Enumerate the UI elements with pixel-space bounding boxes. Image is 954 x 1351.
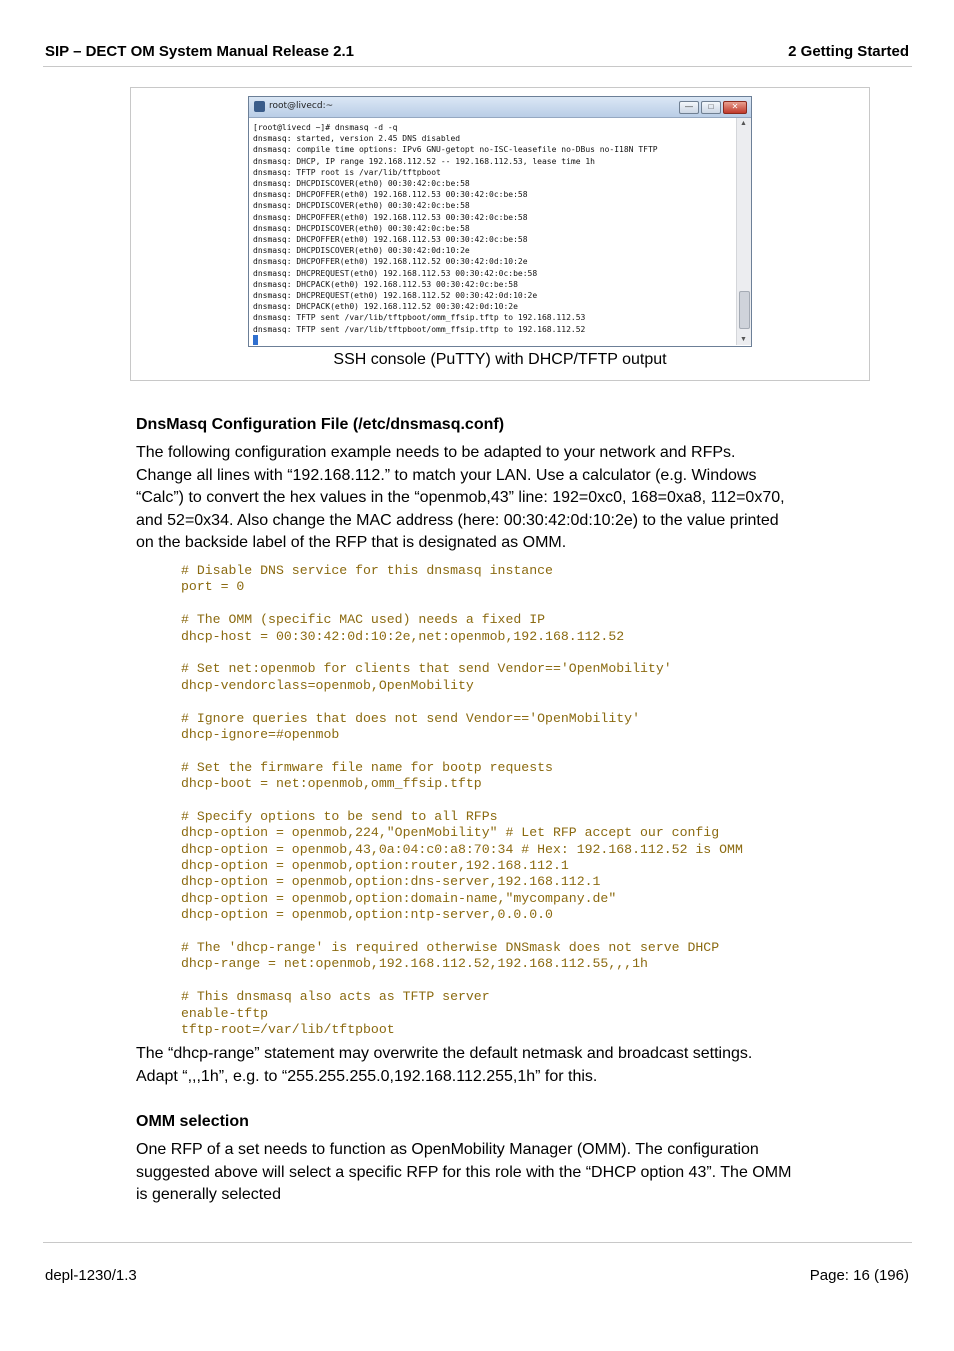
console-line: dnsmasq: DHCPDISCOVER(eth0) 00:30:42:0c:be:58 (253, 179, 470, 189)
code-line (181, 694, 743, 710)
console-line: dnsmasq: started, version 2.45 DNS disabled (253, 134, 461, 144)
code-line: dhcp-option = openmob,option:router,192.168.112.1 (181, 858, 569, 874)
console-line: dnsmasq: DHCPREQUEST(eth0) 192.168.112.52 00:30:42:0d:10:2e (253, 291, 538, 301)
header-divider (43, 66, 912, 67)
console-line: dnsmasq: DHCPOFFER(eth0) 192.168.112.52 00:30:42:0d:10:2e (253, 257, 528, 267)
intro-paragraph (136, 442, 876, 555)
code-line (181, 596, 743, 612)
footer-divider (43, 1242, 912, 1243)
code-line: dhcp-option = openmob,option:ntp-server,0.0.0.0 (181, 907, 553, 923)
figure-frame (130, 87, 870, 381)
window-titlebar (249, 97, 751, 118)
paragraph-line: is generally selected (136, 1186, 281, 1203)
console-output (253, 122, 733, 342)
dhcp-range-note (136, 1043, 876, 1088)
config-code-block (181, 563, 743, 1038)
omm-paragraph (136, 1139, 876, 1207)
console-line: dnsmasq: TFTP sent /var/lib/tftpboot/omm_ffsip.tftp to 192.168.112.53 (253, 313, 586, 323)
footer-doc-id: depl-1230/1.3 (45, 1267, 137, 1284)
paragraph-line: The “dhcp-range” statement may overwrite the default netmask and broadcast settings. (136, 1045, 753, 1062)
console-cursor-line (253, 335, 733, 346)
scroll-up-icon[interactable]: ▲ (740, 120, 747, 127)
console-line: dnsmasq: DHCPACK(eth0) 192.168.112.52 00:30:42:0d:10:2e (253, 302, 518, 312)
section-heading-dnsmasq: DnsMasq Configuration File (/etc/dnsmasq.conf) (136, 416, 505, 433)
scroll-thumb[interactable] (739, 291, 750, 329)
code-line: # Ignore queries that does not send Vendor=='OpenMobility' (181, 710, 640, 726)
console-line: dnsmasq: TFTP sent /var/lib/tftpboot/omm_ffsip.tftp to 192.168.112.52 (253, 324, 586, 334)
header-chapter: 2 Getting Started (788, 43, 909, 60)
paragraph-line: Change all lines with “192.168.112.” to match your LAN. Use a calculator (e.g. Windows (136, 466, 757, 484)
code-line: dhcp-boot = net:openmob,omm_ffsip.tftp (181, 776, 482, 792)
window-title: root@livecd:~ (269, 101, 334, 111)
code-line: port = 0 (181, 579, 245, 595)
section-heading-omm: OMM selection (136, 1113, 249, 1130)
console-scrollbar[interactable] (736, 118, 751, 345)
paragraph-line: on the backside label of the RFP that is designated as OMM. (136, 534, 567, 551)
figure-caption: SSH console (PuTTY) with DHCP/TFTP output (333, 351, 667, 368)
close-button[interactable]: ✕ (723, 101, 747, 114)
footer-page-number: Page: 16 (196) (809, 1267, 909, 1284)
code-line: # Set the firmware file name for bootp requests (181, 759, 553, 775)
text-cursor (253, 335, 258, 345)
code-line: dhcp-range = net:openmob,192.168.112.52,192.168.112.55,,,1h (181, 956, 648, 972)
paragraph-line: Adapt “,,,1h”, e.g. to “255.255.255.0,192.168.112.255,1h” for this. (136, 1067, 598, 1085)
scroll-down-icon[interactable]: ▼ (740, 336, 747, 343)
putty-icon (254, 101, 265, 112)
console-line: dnsmasq: TFTP root is /var/lib/tftpboot (253, 167, 441, 177)
console-line: dnsmasq: DHCPOFFER(eth0) 192.168.112.53 00:30:42:0c:be:58 (253, 190, 528, 200)
console-line: dnsmasq: DHCPDISCOVER(eth0) 00:30:42:0c:be:58 (253, 201, 470, 211)
code-line (181, 645, 743, 661)
code-line (181, 743, 743, 759)
code-line (181, 973, 743, 989)
paragraph-line: “Calc”) to convert the hex values in the “openmob,43” line: 192=0xc0, 168=0xa8, 112=0x70, (136, 489, 785, 506)
console-line: dnsmasq: compile time options: IPv6 GNU-getopt no-ISC-leasefile no-DBus no-I18N TFTP (253, 145, 658, 155)
console-line: dnsmasq: DHCP, IP range 192.168.112.52 -- 192.168.112.53, lease time 1h (253, 156, 595, 166)
code-line (181, 792, 743, 808)
code-line: dhcp-option = openmob,43,0a:04:c0:a8:70:34 # Hex: 192.168.112.52 is OMM (181, 841, 743, 857)
code-line: # Disable DNS service for this dnsmasq instance (181, 563, 553, 578)
code-line: # Specify options to be send to all RFPs (181, 808, 498, 824)
console-line: dnsmasq: DHCPOFFER(eth0) 192.168.112.53 00:30:42:0c:be:58 (253, 212, 528, 222)
console-line: dnsmasq: DHCPACK(eth0) 192.168.112.53 00:30:42:0c:be:58 (253, 279, 518, 289)
paragraph-line: The following configuration example needs to be adapted to your network and RFPs. (136, 444, 736, 461)
code-line: # The 'dhcp-range' is required otherwise DNSmask does not serve DHCP (181, 939, 720, 955)
code-line: enable-tftp (181, 1005, 269, 1021)
code-line: dhcp-vendorclass=openmob,OpenMobility (181, 677, 474, 693)
code-line: # The OMM (specific MAC used) needs a fixed IP (181, 612, 546, 628)
maximize-button[interactable]: □ (701, 101, 721, 114)
code-line: dhcp-option = openmob,option:dns-server,192.168.112.1 (181, 874, 601, 890)
code-line: dhcp-ignore=#openmob (181, 726, 340, 742)
code-line: # Set net:openmob for clients that send Vendor=='OpenMobility' (181, 661, 672, 677)
code-line: dhcp-host = 00:30:42:0d:10:2e,net:openmob,192.168.112.52 (181, 628, 625, 644)
header-title: SIP – DECT OM System Manual Release 2.1 (45, 43, 355, 60)
paragraph-line: and 52=0x34. Also change the MAC address (here: 00:30:42:0d:10:2e) to the value printed (136, 511, 779, 529)
minimize-button[interactable]: — (679, 101, 699, 114)
console-line: dnsmasq: DHCPDISCOVER(eth0) 00:30:42:0c:be:58 (253, 223, 470, 233)
console-line: dnsmasq: DHCPOFFER(eth0) 192.168.112.53 00:30:42:0c:be:58 (253, 235, 528, 245)
code-line: dhcp-option = openmob,224,"OpenMobility" # Let RFP accept our config (181, 825, 720, 841)
code-line (181, 924, 743, 940)
code-line: tftp-root=/var/lib/tftpboot (181, 1021, 395, 1037)
console-line: dnsmasq: DHCPDISCOVER(eth0) 00:30:42:0d:10:2e (253, 246, 470, 256)
console-line: [root@livecd ~]# dnsmasq -d -q (253, 123, 398, 132)
console-line: dnsmasq: DHCPREQUEST(eth0) 192.168.112.53 00:30:42:0c:be:58 (253, 268, 538, 278)
putty-window (248, 96, 752, 347)
paragraph-line: suggested above will select a specific RFP for this role with the “DHCP option 43”. The OMM (136, 1163, 792, 1181)
code-line: dhcp-option = openmob,option:domain-name,"mycompany.de" (181, 890, 617, 906)
code-line: # This dnsmasq also acts as TFTP server (181, 989, 490, 1005)
paragraph-line: One RFP of a set needs to function as OpenMobility Manager (OMM). The configuration (136, 1141, 759, 1158)
